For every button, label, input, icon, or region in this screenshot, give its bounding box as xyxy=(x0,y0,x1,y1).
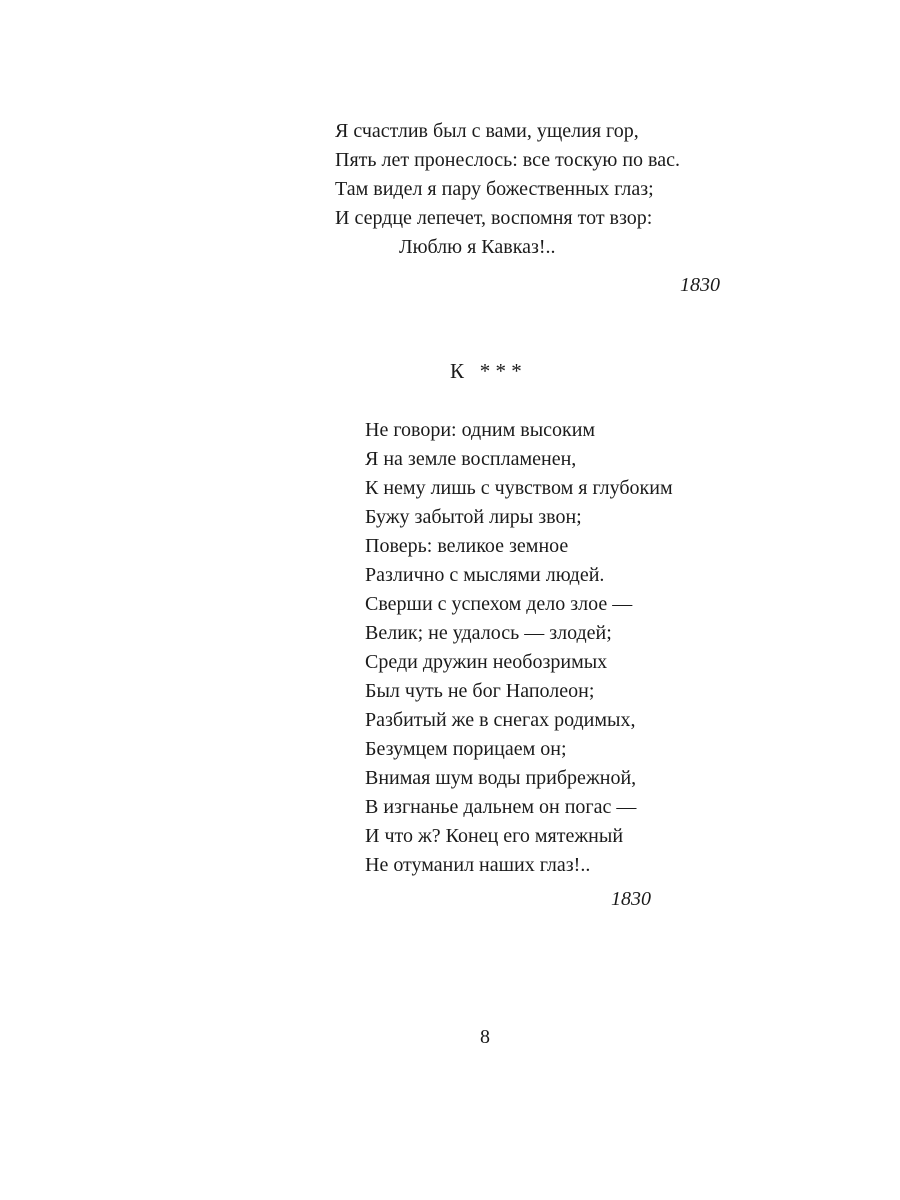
poem-line: Разбитый же в снегах родимых, xyxy=(365,709,636,731)
poem-line: К нему лишь с чувством я глубоким xyxy=(365,477,673,499)
poem-date: 1830 xyxy=(611,888,651,910)
poem-line: Я на земле воспламенен, xyxy=(365,448,577,470)
poem-line: Не говори: одним высоким xyxy=(365,419,596,441)
page-number: 8 xyxy=(480,1026,490,1048)
poem-line: Бужу забытой лиры звон; xyxy=(365,506,582,528)
previous-poem-final-stanza xyxy=(335,117,680,262)
poem-date: 1830 xyxy=(680,274,720,296)
poem-line: Среди дружин необозримых xyxy=(365,651,608,673)
poem-line: Я счастлив был с вами, ущелия гор, xyxy=(335,120,639,142)
poem-line: Люблю я Кавказ!.. xyxy=(399,236,556,258)
poem-line: Различно с мыслями людей. xyxy=(365,564,605,586)
poem-line: Не отуманил наших глаз!.. xyxy=(365,854,591,876)
poem-line: И сердце лепечет, воспомня тот взор: xyxy=(335,207,653,229)
poem-line: Поверь: великое земное xyxy=(365,535,569,557)
poem-line: Сверши с успехом дело злое — xyxy=(365,593,633,615)
poem-title: К * * * xyxy=(450,359,522,383)
poem-line: В изгнанье дальнем он погас — xyxy=(365,796,637,818)
poem-line: Безумцем порицаем он; xyxy=(365,738,567,760)
poem-k-stanza xyxy=(365,416,673,880)
poem-line: Внимая шум воды прибрежной, xyxy=(365,767,637,789)
poem-line: Пять лет пронеслось: все тоскую по вас. xyxy=(335,149,680,171)
poem-line: И что ж? Конец его мятежный xyxy=(365,825,624,847)
poem-line: Был чуть не бог Наполеон; xyxy=(365,680,595,702)
poem-line: Велик; не удалось — злодей; xyxy=(365,622,612,644)
poem-line: Там видел я пару божественных глаз; xyxy=(335,178,654,200)
